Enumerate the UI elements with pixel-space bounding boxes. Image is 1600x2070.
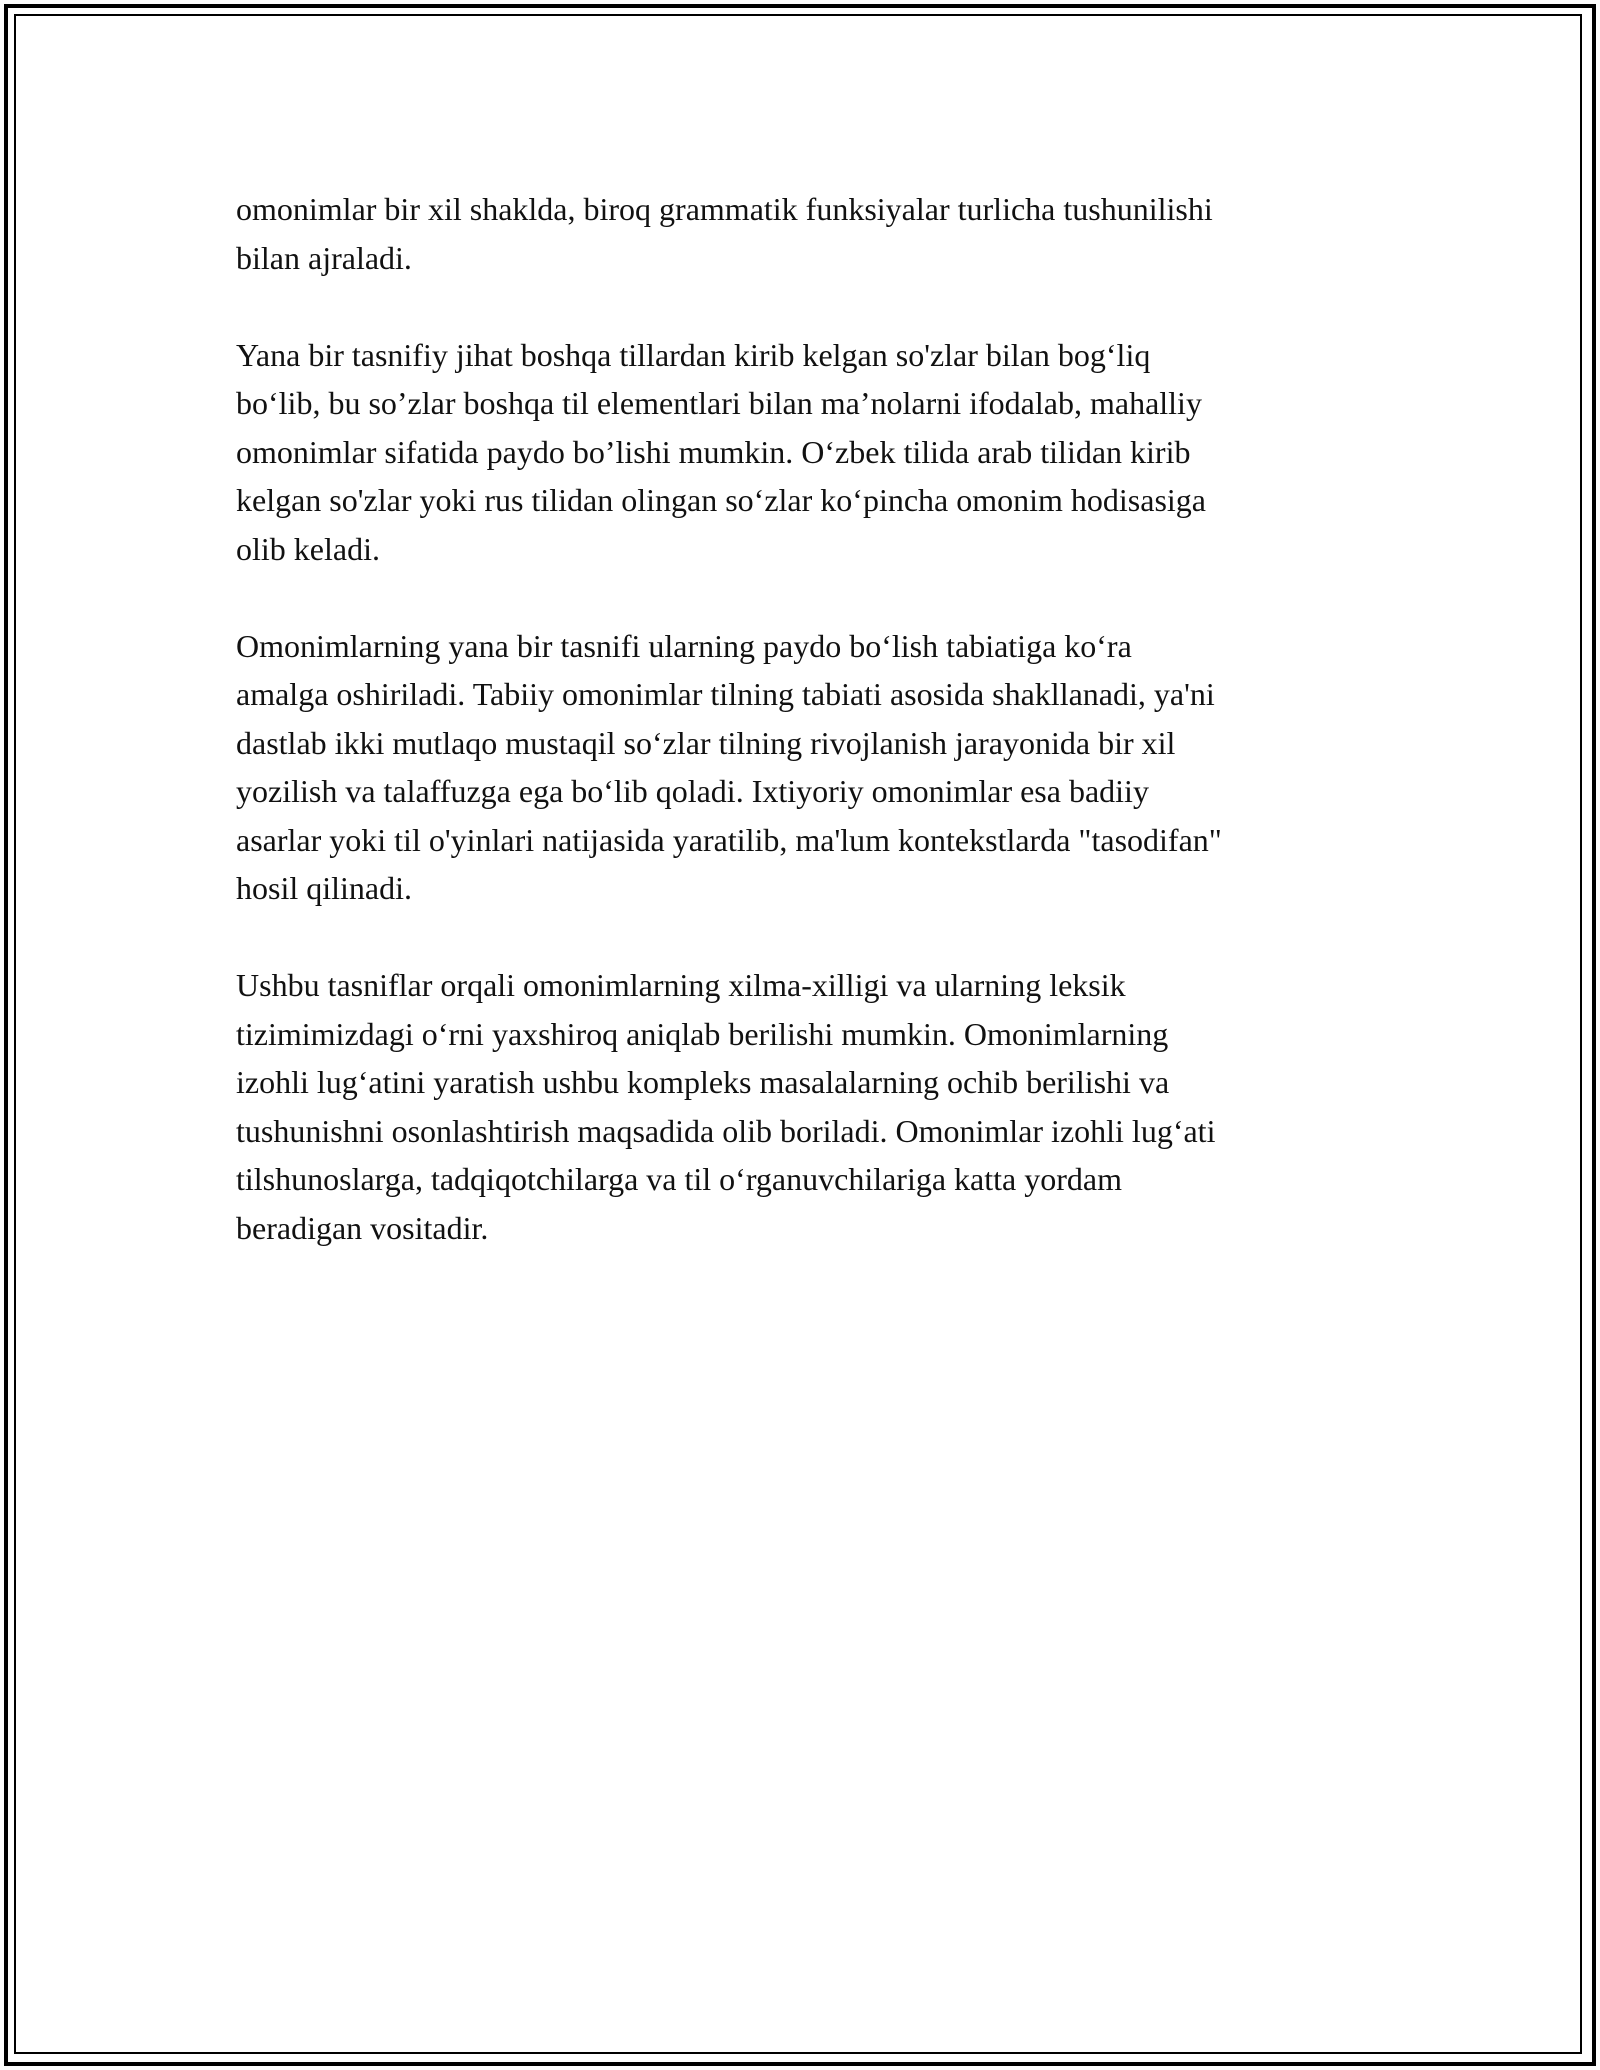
paragraph-2: Yana bir tasnifiy jihat boshqa tillardan kirib kelgan so'zlar bilan bog‘liq bo‘lib, bu so’zlar boshqa til elementlari bilan ma’nolarni ifodalab, mahalliy omonimlar sifatida paydo bo’lishi mumkin. O‘zbek tilida arab tilidan kirib kelgan so'zlar yoki rus tilidan olingan so‘zlar ko‘pincha omonim hodisasiga olib keladi.: [236, 336, 1206, 567]
paragraph-3: Omonimlarning yana bir tasnifi ularning paydo bo‘lish tabiatiga ko‘ra amalga oshiriladi. Tabiiy omonimlar tilning tabiati asosida shakllanadi, ya'ni dastlab ikki mutlaqo mustaqil so‘zlar tilning rivojlanish jarayonida bir xil yozilish va talaffuzga ega bo‘lib qoladi. Ixtiyoriy omonimlar esa badiiy asarlar yoki til o'yinlari natijasida yaratilib, ma'lum kontekstlarda "tasodifan" hosil qilinadi.: [236, 627, 1222, 906]
paragraph-1: omonimlar bir xil shaklda, biroq grammatik funksiyalar turlicha tushunilishi bilan ajraladi.: [236, 191, 1213, 276]
paragraph-4: Ushbu tasniflar orqali omonimlarning xilma-xilligi va ularning leksik tizimimizdagi o‘rni yaxshiroq aniqlab berilishi mumkin. Omonimlarning izohli lug‘atini yaratish ushbu kompleks masalalarning ochib berilishi va tushunishni osonlashtirish maqsadida olib boriladi. Omonimlar izohli lug‘ati tilshunoslarga, tadqiqotchilarga va til o‘rganuvchilariga katta yordam beradigan vositadir.: [236, 967, 1216, 1246]
document-body: [236, 185, 1386, 1301]
